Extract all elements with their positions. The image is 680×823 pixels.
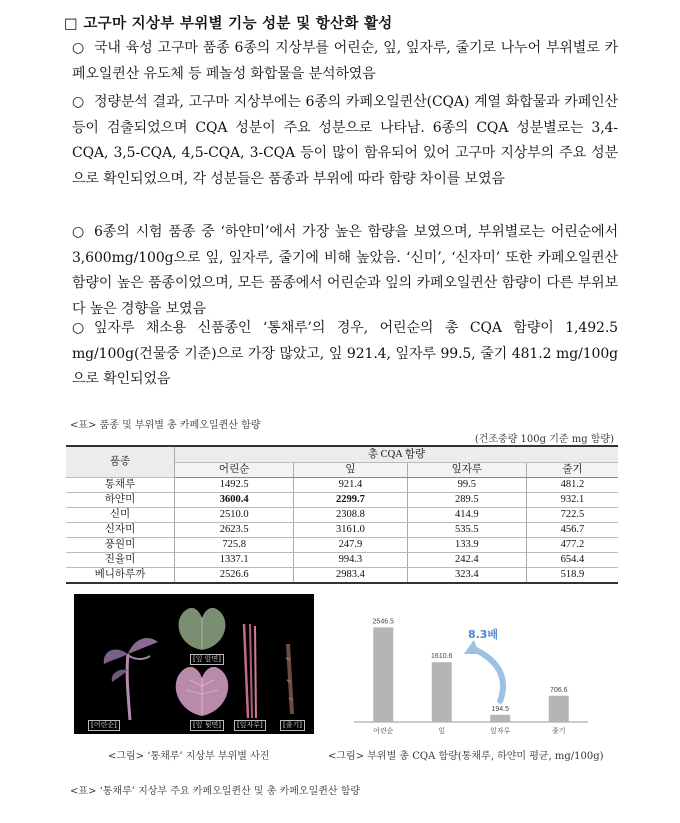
paragraph-3 [72, 220, 618, 322]
variety-name-cell: 통채루 [66, 478, 175, 493]
value-cell: 3600.4 [175, 493, 294, 508]
bar [490, 715, 510, 722]
chart-caption: <그림> 부위별 총 CQA 함량(통채루, 하얀미 평균, mg/100g) [328, 751, 604, 762]
column-header-part: 잎 [294, 463, 407, 478]
value-cell: 725.8 [175, 538, 294, 553]
category-tick-label: 잎자루 [490, 727, 511, 735]
column-header-part: 어린순 [175, 463, 294, 478]
photo-label-leaf-back: [잎 뒷면] [190, 720, 224, 731]
column-header-variety: 품종 [66, 446, 175, 478]
table-row [66, 478, 618, 493]
bar [432, 662, 452, 722]
value-cell: 2623.5 [175, 523, 294, 538]
paragraph-1 [72, 36, 618, 87]
photo-label-stem: [줄기] [280, 720, 305, 731]
value-cell: 323.4 [407, 568, 526, 584]
table-row [66, 553, 618, 568]
value-cell: 518.9 [526, 568, 618, 584]
value-cell: 456.7 [526, 523, 618, 538]
paragraph-text: 정량분석 결과, 고구마 지상부에는 6종의 카페오일퀸산(CQA) 계열 화합물과 카페인산 등이 검출되었으며 CQA 성분이 주요 성분으로 나타남. 6종의 CQA 성분별로는 3,4-CQA, 3,5-CQA, 4,5-CQA, 3-CQA 등이 많이 함유되어 있어 고구마 지상부의 주요 성분으로 확인되었으며, 각 성분들은 품종과 부위에 따라 함량 차이를 보였음 [72, 94, 618, 187]
table-row [66, 538, 618, 553]
photo-label-young: [어린순] [88, 720, 120, 731]
variety-name-cell: 풍원미 [66, 538, 175, 553]
value-cell: 1492.5 [175, 478, 294, 493]
column-header-group: 총 CQA 함량 [175, 446, 619, 463]
bullet-mark: ○ [72, 320, 85, 336]
value-cell: 2510.0 [175, 508, 294, 523]
bar [549, 696, 569, 722]
bar-value-label: 2546.5 [372, 618, 394, 626]
bullet-mark: ○ [72, 224, 85, 240]
paragraph-4 [72, 316, 618, 393]
value-cell: 2983.4 [294, 568, 407, 584]
category-tick-label: 줄기 [551, 727, 566, 735]
value-cell: 654.4 [526, 553, 618, 568]
photo-label-petiole: [잎자루] [234, 720, 266, 731]
value-cell: 921.4 [294, 478, 407, 493]
value-cell: 477.2 [526, 538, 618, 553]
table-body [66, 478, 618, 584]
value-cell: 289.5 [407, 493, 526, 508]
cqa-bar-chart [336, 596, 598, 740]
table-row [66, 523, 618, 538]
bar-value-label: 1610.6 [431, 653, 453, 661]
cqa-table [66, 445, 618, 584]
variety-name-cell: 신자미 [66, 523, 175, 538]
value-cell: 722.5 [526, 508, 618, 523]
variety-name-cell: 베니하루까 [66, 568, 175, 584]
table-unit: (건조중량 100g 기준 mg 함량) [474, 434, 614, 445]
variety-name-cell: 하얀미 [66, 493, 175, 508]
value-cell: 2526.6 [175, 568, 294, 584]
value-cell: 481.2 [526, 478, 618, 493]
paragraph-text: 국내 육성 고구마 품종 6종의 지상부를 어린순, 잎, 잎자루, 줄기로 나누어 부위별로 카페오일퀸산 유도체 등 페놀성 화합물을 분석하였음 [72, 40, 618, 82]
table-caption: <표> 품종 및 부위별 총 카페오일퀸산 함량 [70, 420, 261, 431]
bar-value-label: 706.6 [549, 686, 568, 694]
plant-photo [74, 594, 314, 734]
value-cell: 99.5 [407, 478, 526, 493]
table-row [66, 493, 618, 508]
bullet-mark: ○ [72, 40, 85, 56]
bullet-mark: ○ [72, 94, 85, 110]
variety-name-cell: 신미 [66, 508, 175, 523]
value-cell: 247.9 [294, 538, 407, 553]
column-header-part: 줄기 [526, 463, 618, 478]
table-row [66, 568, 618, 584]
value-cell: 535.5 [407, 523, 526, 538]
value-cell: 133.9 [407, 538, 526, 553]
bar [373, 627, 393, 722]
section-heading: □ 고구마 지상부 부위별 기능 성분 및 항산화 활성 [64, 15, 393, 32]
photo-caption: <그림> ‘통채루’ 지상부 부위별 사진 [108, 751, 270, 762]
annotation-arrowhead [464, 640, 480, 654]
value-cell: 414.9 [407, 508, 526, 523]
paragraph-2 [72, 90, 618, 192]
bottom-caption: <표> ‘통채루’ 지상부 주요 카페오일퀸산 및 총 카페오일퀸산 함량 [70, 786, 361, 797]
bar-value-label: 194.5 [491, 705, 510, 713]
value-cell: 242.4 [407, 553, 526, 568]
table-row [66, 508, 618, 523]
category-tick-label: 잎 [438, 727, 446, 735]
variety-name-cell: 진율미 [66, 553, 175, 568]
category-tick-label: 어린순 [373, 727, 394, 735]
value-cell: 1337.1 [175, 553, 294, 568]
annotation-arrow [472, 648, 503, 701]
column-header-part: 잎자루 [407, 463, 526, 478]
paragraph-text: 잎자루 채소용 신품종인 ‘통채루’의 경우, 어린순의 총 CQA 함량이 1,492.5 mg/100g(건물중 기준)으로 가장 많았고, 잎 921.4, 잎자루 99.5, 줄기 481.2 mg/100g으로 확인되었음 [72, 320, 618, 387]
paragraph-text: 6종의 시험 품종 중 ‘하얀미’에서 가장 높은 함량을 보였으며, 부위별로는 어린순에서 3,600mg/100g으로 잎, 잎자루, 줄기에 비해 높았음. ‘신미’, ‘신자미’ 또한 카페오일퀸산 함량이 높은 품종이었으며, 모든 품종에서 어린순과 잎의 카페오일퀸산 함량이 다른 부위보다 높은 경향을 보였음 [72, 224, 618, 317]
annotation-label: 8.3배 [467, 628, 499, 641]
value-cell: 932.1 [526, 493, 618, 508]
value-cell: 2299.7 [294, 493, 407, 508]
value-cell: 994.3 [294, 553, 407, 568]
photo-label-leaf-front: [잎 앞면] [190, 654, 224, 665]
value-cell: 3161.0 [294, 523, 407, 538]
value-cell: 2308.8 [294, 508, 407, 523]
